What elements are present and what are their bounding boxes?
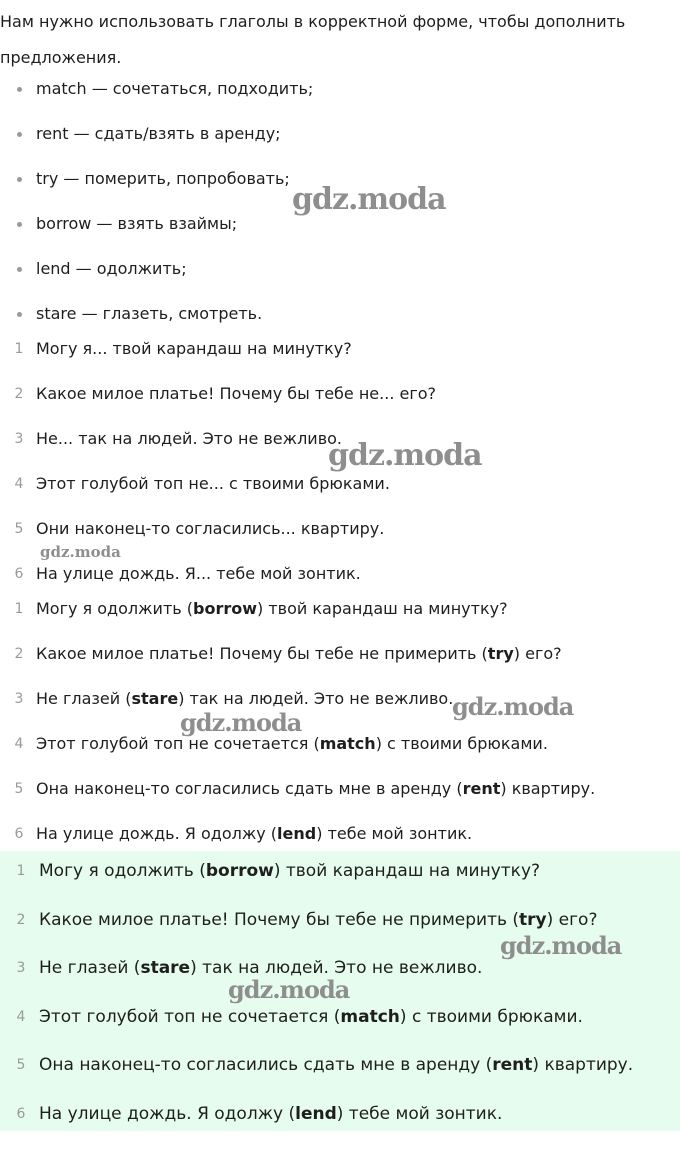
item-number: 6 xyxy=(16,1105,26,1122)
answer-text-before: Этот голубой топ не сочетается ( xyxy=(39,1006,341,1027)
answer-text-before: Какое милое платье! Почему бы тебе не примерить ( xyxy=(39,909,520,930)
answer-item xyxy=(0,681,680,726)
answer-text-after: ) так на людей. Это не вежливо. xyxy=(190,958,483,979)
vocabulary-item xyxy=(0,71,680,116)
item-number: 4 xyxy=(14,736,24,752)
answer-text-after: ) тебе мой зонтик. xyxy=(336,1103,503,1124)
answer-text-before: Она наконец-то согласились сдать мне в аренду ( xyxy=(39,1055,493,1076)
item-number: 6 xyxy=(14,826,24,842)
answer-item xyxy=(0,591,680,636)
item-number: 5 xyxy=(14,521,24,537)
item-number: 2 xyxy=(16,911,26,928)
bullet-icon xyxy=(17,132,22,137)
watermark-logo: gdz.moda xyxy=(228,975,350,1004)
item-number: 1 xyxy=(14,341,24,357)
item-number: 4 xyxy=(16,1008,26,1025)
answer-text-before: Могу я одолжить ( xyxy=(36,599,194,618)
vocabulary-text: rent — сдать/взять в аренду; xyxy=(36,124,281,143)
question-item xyxy=(0,331,680,376)
vocabulary-item xyxy=(0,116,680,161)
bullet-icon xyxy=(17,87,22,92)
answer-text-before: Этот голубой топ не сочетается ( xyxy=(36,734,320,753)
answer-verb: stare xyxy=(131,689,179,708)
intro-text: Нам нужно использовать глаголы в корректной форме, чтобы дополнить предложения. xyxy=(0,12,626,67)
item-number: 3 xyxy=(16,960,26,977)
answer-text-after: ) его? xyxy=(513,644,562,663)
question-text: На улице дождь. Я... тебе мой зонтик. xyxy=(36,564,361,583)
question-item xyxy=(0,376,680,421)
answer-item xyxy=(0,726,680,771)
answer-verb: match xyxy=(319,734,376,753)
watermark-logo: gdz.moda xyxy=(452,692,574,721)
item-number: 5 xyxy=(14,781,24,797)
answer-verb: borrow xyxy=(205,861,274,881)
vocabulary-item xyxy=(0,251,680,296)
vocabulary-text: stare — глазеть, смотреть. xyxy=(36,304,263,323)
answer-text-before: На улице дождь. Я одолжу ( xyxy=(39,1103,296,1124)
answer-item xyxy=(0,1045,680,1094)
bullet-icon xyxy=(17,267,22,272)
bullet-icon xyxy=(17,312,22,317)
question-text: Они наконец-то согласились... квартиру. xyxy=(36,519,385,538)
item-number: 4 xyxy=(14,476,24,492)
vocabulary-text: try — померить, попробовать; xyxy=(36,169,290,188)
question-text: Могу я... твой карандаш на минутку? xyxy=(36,339,352,358)
answer-text-after: ) твой карандаш на минутку? xyxy=(257,599,508,618)
answer-verb: try xyxy=(487,644,514,663)
watermark-logo: gdz.moda xyxy=(328,438,482,473)
bullet-icon xyxy=(17,177,22,182)
answer-text-before: Могу я одолжить ( xyxy=(39,861,206,881)
question-text: Этот голубой топ не... с твоими брюками. xyxy=(36,474,390,493)
answer-text-before: На улице дождь. Я одолжу ( xyxy=(36,824,278,843)
answer-item xyxy=(0,636,680,681)
answer-verb: match xyxy=(340,1006,400,1027)
answer-verb: borrow xyxy=(193,599,258,618)
vocabulary-text: match — сочетаться, подходить; xyxy=(36,79,314,98)
answer-text-after: ) его? xyxy=(546,909,598,930)
answer-item xyxy=(0,771,680,816)
item-number: 3 xyxy=(14,691,24,707)
watermark-logo: gdz.moda xyxy=(180,708,302,737)
answer-verb: stare xyxy=(140,958,191,979)
answer-text-before: Она наконец-то согласились сдать мне в аренду ( xyxy=(36,779,463,798)
item-number: 5 xyxy=(16,1057,26,1074)
answer-item xyxy=(0,1094,680,1143)
item-number: 2 xyxy=(14,646,24,662)
answer-verb: try xyxy=(519,909,547,930)
watermark-logo: gdz.moda xyxy=(40,543,121,561)
vocabulary-text: borrow — взять взаймы; xyxy=(36,214,238,233)
answer-text-after: ) твой карандаш на минутку? xyxy=(273,861,541,881)
answer-text-after: ) тебе мой зонтик. xyxy=(316,824,473,843)
answer-item xyxy=(0,997,680,1046)
answer-verb: lend xyxy=(295,1103,337,1124)
answer-text-after: ) квартиру. xyxy=(500,779,596,798)
answer-item xyxy=(0,851,680,900)
answer-text-after: ) так на людей. Это не вежливо. xyxy=(178,689,454,708)
item-number: 3 xyxy=(14,431,24,447)
answer-text-before: Не глазей ( xyxy=(39,958,141,979)
answer-text-before: Не глазей ( xyxy=(36,689,132,708)
answer-text-after: ) квартиру. xyxy=(532,1055,634,1076)
answer-text-after: ) с твоими брюками. xyxy=(399,1006,583,1027)
answer-text-after: ) с твоими брюками. xyxy=(375,734,548,753)
bullet-icon xyxy=(17,222,22,227)
vocabulary-text: lend — одолжить; xyxy=(36,259,187,278)
answer-text-before: Какое милое платье! Почему бы тебе не примерить ( xyxy=(36,644,488,663)
answer-verb: rent xyxy=(492,1055,533,1076)
answer-verb: lend xyxy=(277,824,317,843)
item-number: 1 xyxy=(16,863,26,879)
watermark-logo: gdz.moda xyxy=(292,182,446,217)
item-number: 1 xyxy=(14,601,24,617)
item-number: 2 xyxy=(14,386,24,402)
question-text: Какое милое платье! Почему бы тебе не... его? xyxy=(36,384,437,403)
item-number: 6 xyxy=(14,566,24,582)
answers-list xyxy=(0,591,680,861)
watermark-logo: gdz.moda xyxy=(500,931,622,960)
answer-verb: rent xyxy=(462,779,501,798)
question-text: Не... так на людей. Это не вежливо. xyxy=(36,429,342,448)
